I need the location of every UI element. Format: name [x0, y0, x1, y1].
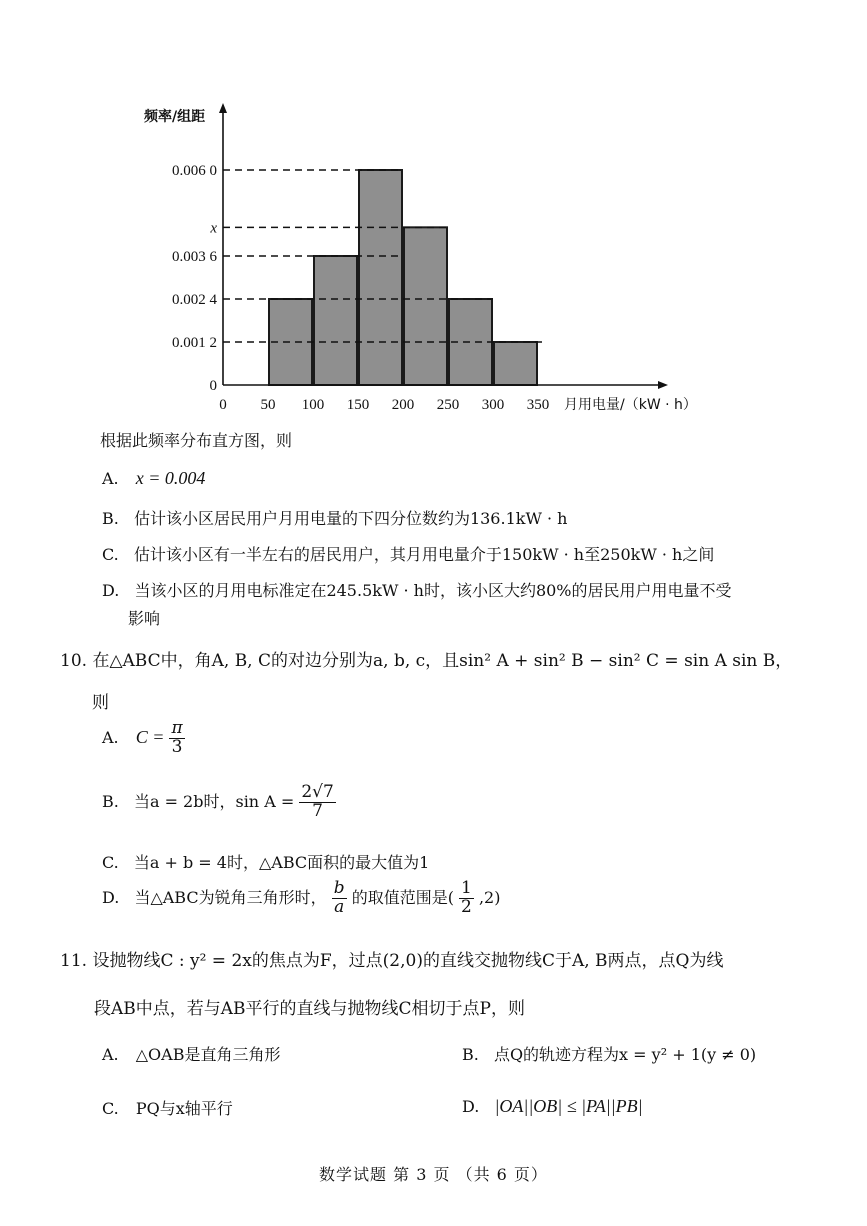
option-label: C. [102, 1099, 119, 1118]
histogram-bar [404, 227, 447, 385]
histogram-svg [140, 95, 700, 425]
q10-option-a [102, 720, 185, 757]
option-text: 点Q的轨迹方程为x = y² + 1(y ≠ 0) [493, 1045, 757, 1064]
q9-option-b [102, 506, 567, 529]
option-text: 估计该小区居民用户月用电量的下四分位数约为136.1kW · h [133, 509, 568, 528]
y-axis-label: 频率/组距 [144, 109, 206, 125]
histogram-bar [314, 256, 357, 385]
q9-option-a [102, 468, 205, 489]
option-text: 当a = 2b时，sin A = [133, 791, 295, 811]
x-axis-arrow [658, 381, 668, 389]
option-label: D. [462, 1097, 480, 1116]
fraction-2root7-over-7: $\frac{2√7}{7}$ [301, 782, 334, 821]
y-tick-label: 0 [209, 378, 217, 394]
y-tick-label: 0.002 4 [172, 292, 217, 308]
fraction-1-over-2: $\frac{1}{2}$ [461, 878, 472, 917]
option-label: D. [102, 581, 120, 600]
option-label: C. [102, 545, 119, 564]
q10-option-d [102, 880, 500, 917]
option-label: A. [102, 727, 119, 747]
option-text: 估计该小区有一半左右的居民用户，其月用电量介于150kW · h至250kW · h之间 [133, 545, 715, 564]
q9-option-c [102, 542, 714, 565]
x-tick-label: 50 [260, 397, 276, 413]
page-footer: 数学试题 第 3 页 （共 6 页） [319, 1165, 548, 1184]
x-tick-label: 200 [391, 397, 415, 413]
x-tick-label: 0 [219, 397, 227, 413]
q10-option-b [102, 784, 336, 821]
q11-option-a [102, 1042, 280, 1065]
q10-stem: 10. 在△ABC中，角A, B, C的对边分别为a, b, c，且sin² A + sin² B − sin² C = sin A sin B， [60, 651, 793, 671]
y-tick-label: 0.001 2 [172, 335, 217, 351]
x-tick-label: 350 [526, 397, 550, 413]
q11-option-d [462, 1096, 643, 1117]
q9-option-d [102, 578, 732, 601]
option-text: △OAB是直角三角形 [135, 1045, 281, 1064]
y-axis-arrow [219, 103, 227, 113]
option-text: 当a + b = 4时，△ABC面积的最大值为1 [133, 853, 430, 872]
option-text: 当△ABC为锐角三角形时， [134, 887, 327, 907]
option-label: C. [102, 853, 119, 872]
option-text: |OA||OB| ≤ |PA||PB| [494, 1096, 643, 1116]
fraction-b-over-a: $\frac{b}{a}$ [333, 878, 345, 917]
histogram-chart [140, 95, 700, 425]
q11-stem: 11. 设抛物线C : y² = 2x的焦点为F，过点(2,0)的直线交抛物线C于A, B两点，点Q为线 [60, 951, 724, 971]
option-label: B. [462, 1045, 479, 1064]
y-tick-label: 0.006 0 [172, 163, 217, 179]
q11-option-b [462, 1042, 756, 1065]
x-tick-label: 250 [436, 397, 460, 413]
q11-stem-cont: 段AB中点，若与AB平行的直线与抛物线C相切于点P，则 [94, 999, 525, 1019]
histogram-bar [494, 342, 537, 385]
option-label: B. [102, 509, 119, 528]
option-label: B. [102, 791, 119, 811]
option-label: D. [102, 887, 120, 907]
fraction-pi-over-3: $\frac{\pi}{3}$ [171, 718, 183, 757]
histogram-bar [359, 170, 402, 385]
option-lhs: C = [135, 726, 165, 747]
y-tick-label: 0.003 6 [172, 249, 217, 265]
q10-option-c [102, 850, 429, 873]
option-text: PQ与x轴平行 [135, 1099, 233, 1118]
option-label: A. [102, 469, 119, 488]
q9-option-d-cont: 影响 [128, 609, 161, 628]
option-label: A. [102, 1045, 119, 1064]
option-text: x = 0.004 [135, 468, 206, 488]
x-tick-label: 100 [301, 397, 325, 413]
option-text-range: 的取值范围是( [351, 887, 454, 907]
x-axis-label: 月用电量/（kW · h） [564, 397, 697, 413]
x-tick-label: 300 [481, 397, 505, 413]
q11-option-c [102, 1096, 233, 1119]
y-tick-label: x [210, 220, 217, 237]
q9-intro: 根据此频率分布直方图，则 [100, 431, 293, 450]
option-text: 当该小区的月用电标准定在245.5kW · h时，该小区大约80%的居民用户用电量不受 [134, 581, 732, 600]
option-text-range-end: ,2) [478, 887, 501, 907]
q10-stem-cont: 则 [92, 693, 109, 713]
x-tick-label: 150 [346, 397, 370, 413]
